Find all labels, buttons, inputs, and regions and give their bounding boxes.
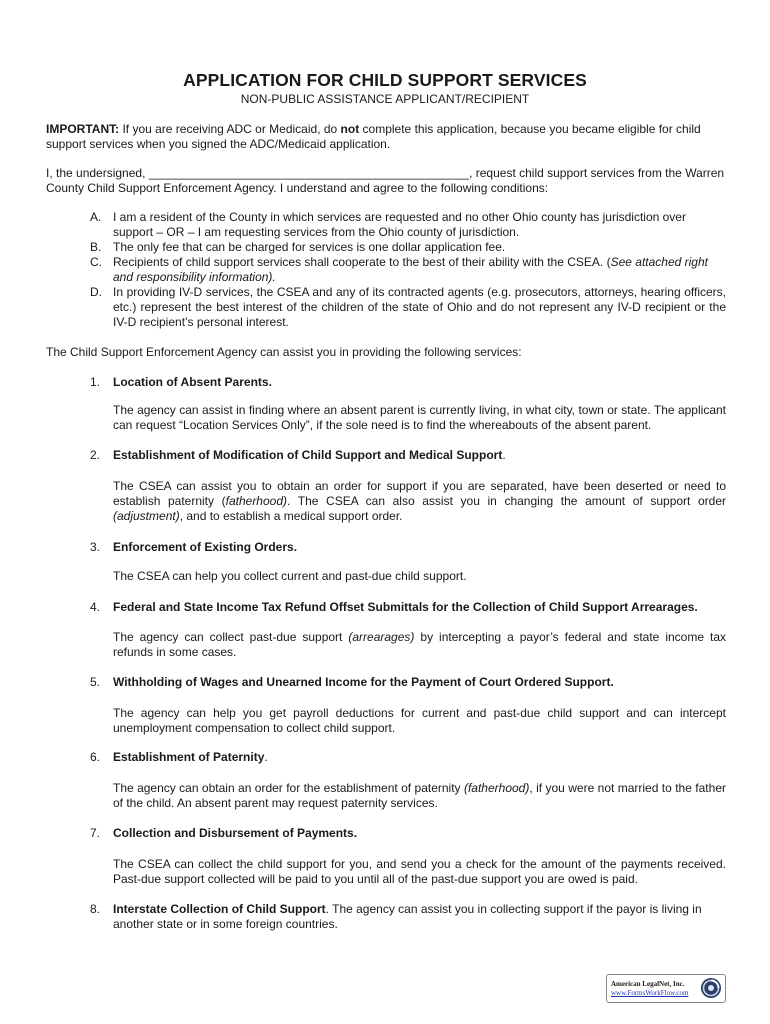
globe-logo-icon: [700, 977, 722, 999]
page-subtitle: NON-PUBLIC ASSISTANCE APPLICANT/RECIPIENT: [240, 92, 530, 106]
service-body: The agency can collect past-due support (arrearages) by intercepting a payor’s federal and state income tax refunds in some cases.: [113, 630, 726, 659]
footer-company: American LegalNet, Inc.: [611, 980, 685, 988]
footer-url-link[interactable]: www.FormsWorkFlow.com: [611, 989, 689, 997]
name-blank-field[interactable]: ________________________________________________: [148, 166, 470, 180]
service-body: The CSEA can assist you to obtain an order for support if you are separated, have been deserted or need to establish paternity (fatherhood). The CSEA can also assist you in changing the amount of support order (adjustment), and to establish a medical support order.: [113, 479, 726, 523]
important-label: IMPORTANT:: [46, 122, 120, 136]
footer-badge: [606, 974, 726, 1003]
service-body: The CSEA can help you collect current and past-due child support.: [113, 569, 467, 583]
undersigned-statement: I, the undersigned, ________________________________________________, request child support services from the Warren County Child Support Enforcement Agency. I understand and agree to the following conditions:: [46, 166, 725, 195]
service-body: The agency can assist in finding where an absent parent is currently living, in what city, town or state. The applicant can request “Location Services Only”, if the sole need is to find the whereabouts of the absent parent.: [113, 403, 726, 432]
service-body: The agency can help you get payroll deductions for current and past-due child support and can intercept unemployment compensation to collect child support.: [113, 706, 726, 735]
condition-item: D. In providing IV-D services, the CSEA and any of its contracted agents (e.g. prosecutors, attorneys, hearing officers, etc.) represent the best interest of the children of the state of Ohio and do not represent any IV-D recipient or the IV-D recipient’s personal interest.: [90, 285, 726, 329]
condition-item: B. The only fee that can be charged for services is one dollar application fee.: [90, 240, 506, 254]
services-intro: The Child Support Enforcement Agency can assist you in providing the following services:: [46, 345, 522, 359]
condition-item: C. Recipients of child support services shall cooperate to the best of their ability with the CSEA. (See attached right and responsibility information).: [90, 255, 708, 284]
important-notice: IMPORTANT: If you are receiving ADC or Medicaid, do not complete this application, because you became eligible for child support services when you signed the ADC/Medicaid application.: [46, 122, 701, 151]
document-page: APPLICATION FOR CHILD SUPPORT SERVICES NON-PUBLIC ASSISTANCE APPLICANT/RECIPIENT IMPORTANT: If you are receiving ADC or Medicaid, do not complete this application, because you became eligible for child support services when you signed the ADC/Medicaid application. I, the undersigned, ________________________________________________, request child support services from the Warren County Child Support Enforcement Agency. I understand and agree to the following conditions: A. I am a resident of the County in which services are requested and no other Ohio county has jurisdiction over support – OR – I am requesting services from the Ohio county of jurisdiction. B. The only fee that can be charged for services is one dollar application fee. C. Recipients of child support services shall cooperate to the best of their ability with the CSEA. (See attached right and responsibility information). D. In providing IV-D services, the CSEA and any of its contracted agents (e.g. prosecutors, attorneys, hearing officers, etc.) represent the best interest of the children of the state of Ohio and do not represent any IV-D recipient or the IV-D recipient’s personal interest. The Child Support Enforcement Agency can assist you in providing the following services: 1. Location of Absent Parents. The agency can assist in finding where an absent parent is currently living, in what city, town or state. The applicant can request “Location Services Only”, if the sole need is to find the whereabouts of the absent parent. 2. Establishment of Modification of Child Support and Medical Support. The CSEA can assist you to obtain an order for support if you are separated, have been deserted or need to establish paternity (fatherhood). The CSEA can also assist you in changing the amount of support order (adjustment), and to establish a medical support order. 3. Enforcement of Existing Orders. The CSEA can help you collect current and past-due child support. 4. Federal and State Income Tax Refund Offset Submittals for the Collection of Child Support Arrearages. The agency can collect past-due support (arrearages) by intercepting a payor’s federal and state income tax refunds in some cases. 5. Withholding of Wages and Unearned Income for the Payment of Court Ordered Support. The agency can help you get payroll deductions for current and past-due child support and can intercept unemployment compensation to collect child support. 6. Establishment of Paternity. The agency can obtain an order for the establishment of paternity (fatherhood), if you were not married to the father of the child. An absent parent may request paternity services. 7. Collection and Disbursement of Payments. The CSEA can collect the child support for you, and send you a check for the amount of the payments received. Past-due support collected will be paid to you until all of the past-due support you are owed is paid. 8. Interstate Collection of Child Support. The agency can assist you in collecting support if the payor is living in another state or in some foreign countries. American LegalNet, Inc. www.FormsWorkFlow.com: [0, 0, 770, 1024]
service-body: The CSEA can collect the child support for you, and send you a check for the amount of the payments received. Past-due support collected will be paid to you until all of the past-due support you are owed is paid.: [113, 857, 726, 886]
condition-item: A. I am a resident of the County in which services are requested and no other Ohio county has jurisdiction over support – OR – I am requesting services from the Ohio county of jurisdiction.: [90, 210, 686, 239]
page-title: APPLICATION FOR CHILD SUPPORT SERVICES: [183, 70, 587, 90]
service-body: The agency can obtain an order for the establishment of paternity (fatherhood), if you were not married to the father of the child. An absent parent may request paternity services.: [113, 781, 726, 810]
